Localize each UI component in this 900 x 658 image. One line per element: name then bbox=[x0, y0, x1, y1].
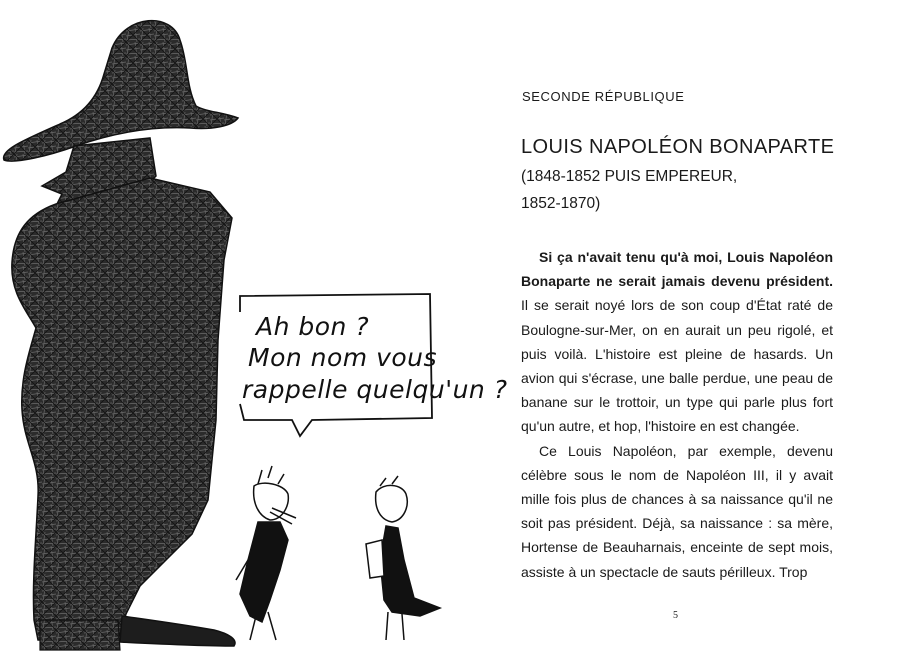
chapter-title: LOUIS NAPOLÉON BONAPARTE bbox=[521, 136, 835, 158]
page-number: 5 bbox=[673, 610, 678, 621]
right-page-text bbox=[450, 0, 900, 658]
section-header: SECONDE RÉPUBLIQUE bbox=[522, 89, 685, 104]
caricature-figure-right bbox=[366, 476, 440, 640]
paragraph-1-rest: Il se serait noyé lors de son coup d'État raté de Boulogne-sur-Mer, on en aurait un peu rigolé, et puis voilà. L'histoire est pleine de hasards. Un avion qui s'écrase, une balle perdue, une peau de banane sur le trottoir, un type qui parle plus fort qu'un autre, et hop, l'histoire en est changée. bbox=[521, 297, 833, 435]
speech-line-3: rappelle quelqu'un ? bbox=[242, 375, 508, 404]
napoleon-silhouette bbox=[4, 21, 238, 650]
chapter-subtitle-line-1: (1848-1852 PUIS EMPEREUR, bbox=[521, 168, 738, 185]
speech-line-1: Ah bon ? bbox=[256, 312, 370, 341]
chapter-subtitle-line-2: 1852-1870) bbox=[521, 195, 601, 212]
paragraph-2: Ce Louis Napoléon, par exemple, devenu célèbre sous le nom de Napoléon III, il y avait mille fois plus de chances à sa naissance qu'il ne soit pas président. Déjà, sa naissance : sa mère, Hortense de Beauharnais, enceinte de sept mois, assiste à un spectacle de sauts périlleux. Trop bbox=[521, 442, 833, 580]
chapter-subtitle bbox=[521, 163, 841, 217]
paragraph-1 bbox=[521, 245, 833, 439]
speech-line-2: Mon nom vous bbox=[248, 343, 438, 372]
caricature-figure-left bbox=[236, 466, 296, 640]
paragraph-1-bold-lead: Si ça n'avait tenu qu'à moi, Louis Napoléon Bonaparte ne serait jamais devenu président. bbox=[521, 249, 833, 290]
body-text bbox=[521, 245, 833, 584]
